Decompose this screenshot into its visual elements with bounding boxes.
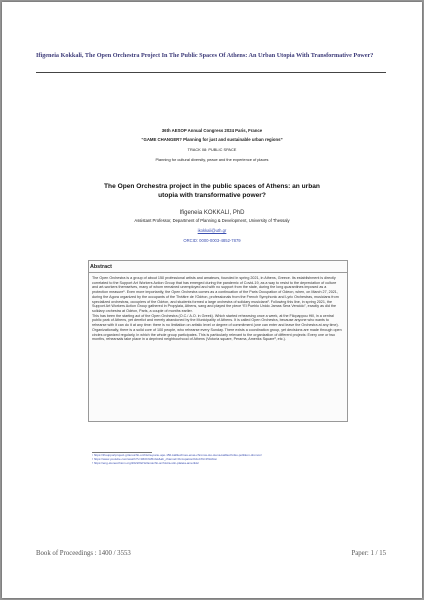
author-affiliation: Assistant Professor, Department of Planning & Development, University of Thessaly [134, 218, 290, 223]
author-orcid[interactable]: ORCID: 0000-0003-4852-7879 [183, 238, 241, 243]
abstract-paragraph: This has been the starting act of the Open Orchestra (O.C./ Α.Ο. in Greek). Which started rehearsing once a week, at the Filopappou Hill, in a central public park of Athens, yet derelict and merely abandoned by the Municipality of Athens. It is called Open Orchestra, because anyone who wants to rehearse with it can do it at any time: there is no limitation on artistic level or degree of commitment (one can enter and leave the Orchestra at any time). Organizationally, there is a solid core of 100 people, who rehearse every Sunday. There exists a coordination group, yet decisions are made through open circles organized regularly, in which the whole group participates. This is particularly relevant to the organization of different projects: Every one or two months, rehearsals take place in a deprived neighbourhood of Athens (Victoria square, Perama, Ameriks Square³, etc.). [92, 313, 342, 342]
author-email-link[interactable]: ikokkali@uth.gr [197, 228, 227, 233]
footer-proceedings-page: Book of Proceedings : 1400 / 3553 [36, 550, 131, 557]
footer-paper-page: Paper: 1 / 15 [351, 550, 386, 557]
abstract-body [92, 276, 342, 342]
track-subtitle: Planning for cultural diversity, peace and the experience of places [155, 157, 269, 162]
footnotes [92, 454, 342, 466]
author-name: Ifigeneia KOKKALI, PhD [179, 210, 245, 216]
track-label: TRACK 08: PUBLIC SPACE [187, 147, 237, 152]
footnote-link[interactable]: ¹ https://thsupportproject.gr/anoichti-orchistra-panu-apo-150-kallitechnes-enas-chronos-sto-stena-kallitechniko-politikon-dromon/ [92, 454, 262, 457]
header-rule [36, 72, 386, 73]
document-page [2, 2, 422, 598]
congress-name: 36th AESOP Annual Congress 2024 Paris, France [161, 128, 263, 133]
paper-title-line-2: utopia with transformative power? [158, 192, 266, 199]
abstract-divider [88, 272, 347, 273]
footnote-link[interactable]: ³ https://eng-stonecchiom.org/2022/02/12/anoichti-orchistra-stin-plateia-amerikis/ [92, 461, 199, 465]
footnote-rule [92, 452, 152, 453]
abstract-paragraph: The Open Orchestra is a group of about 150 professional artists and amateurs, founded in spring 2021, in Athens, Greece. Its establishment is directly correlated to the Support Art Workers Action Group that has emerged during the pandemic of Covid-19, as a way to resist to the depreciation of culture and art-workers themselves, many of whom remained unemployed and with no support from the state, during the long quarantines imposed as a protection measure¹. Even more importantly, the Open Orchestra comes as a continuation of the Paris Occupation of Odeon, when, on March 27, 2021, during the Agora organized by the occupants of the Théâtre de l’Odéon, professionals from the French Symphonic and Lyric Orchestras, musicians from specialized orchestras, occupiers of the Odéon, and students formed a large orchestra of solidary musicians². Following this line, in spring 2021, the Support Art Workers Action Group gathered in Propylaia, Athens, sang and played the piece “El Pueblo Unido Jamas Sera Vencido”, exactly as did the solidary orchestra at Odéon, Paris, a couple of months earlier. [92, 276, 339, 314]
paper-title-line-1: The Open Orchestra project in the public spaces of Athens: an urban [104, 183, 320, 190]
congress-theme: “GAME CHANGER? Planning for just and sustainable urban regions” [141, 137, 283, 142]
abstract-heading: Abstract [90, 264, 112, 270]
running-title: Ifigeneia Kokkali, The Open Orchestra Project In The Public Spaces Of Athens: An Urban Utopia With Transformative Power? [36, 52, 374, 59]
footnote-link[interactable]: ² https://www.youtube.com/watch?v=tMiOr9d5nGk&ab_channel=OccupationOdoC%C3%A9on [92, 457, 218, 461]
